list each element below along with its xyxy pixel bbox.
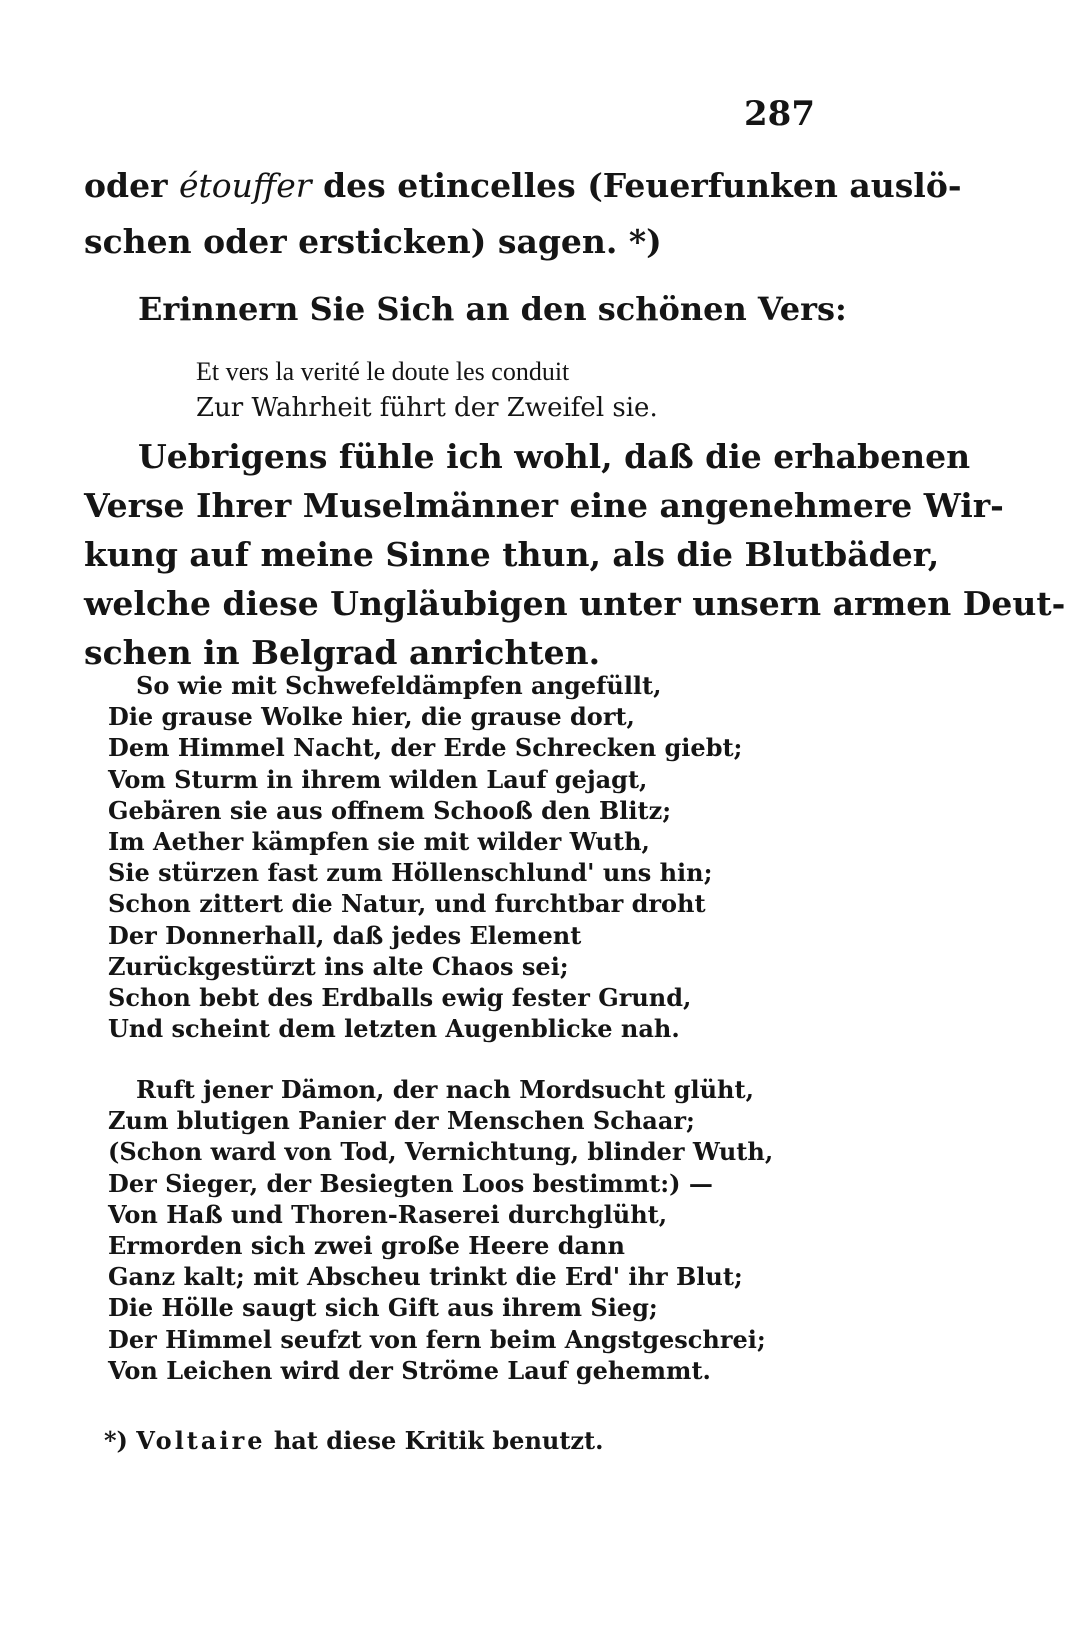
prose-line: welche diese Ungläubigen unter unsern armen Deut- bbox=[84, 584, 1065, 623]
italic-word: étouffer bbox=[178, 166, 312, 205]
prose-line: kung auf meine Sinne thun, als die Blutbäder, bbox=[84, 535, 940, 574]
verse-quote bbox=[196, 354, 658, 426]
poem-line: Schon bebt des Erdballs ewig fester Grund, bbox=[108, 983, 692, 1013]
prose-paragraph bbox=[84, 432, 1065, 677]
poem-stanza-2 bbox=[108, 1074, 773, 1386]
quote-german-line: Zur Wahrheit führt der Zweifel sie. bbox=[196, 393, 658, 423]
poem-stanza-1 bbox=[108, 670, 742, 1044]
prose-line: Verse Ihrer Muselmänner eine angenehmere Wir- bbox=[84, 486, 1004, 525]
intro-line: schen oder ersticken) sagen. *) bbox=[84, 222, 662, 261]
poem-line: Der Donnerhall, daß jedes Element bbox=[108, 920, 582, 950]
poem-line: Von Haß und Thoren-Raserei durchglüht, bbox=[108, 1199, 668, 1229]
footnote-author: Voltaire bbox=[136, 1426, 266, 1455]
footnote bbox=[104, 1426, 604, 1455]
poem-line: Gebären sie aus offnem Schooß den Blitz; bbox=[108, 795, 672, 825]
intro-line: oder étouffer des etincelles (Feuerfunken auslö- bbox=[84, 166, 962, 205]
page-number: 287 bbox=[744, 94, 815, 134]
poem-line: Vom Sturm in ihrem wilden Lauf gejagt, bbox=[108, 764, 648, 794]
poem-line: Dem Himmel Nacht, der Erde Schrecken giebt; bbox=[108, 733, 743, 763]
poem-line: Ruft jener Dämon, der nach Mordsucht glüht, bbox=[136, 1075, 754, 1104]
footnote-text: hat diese Kritik benutzt. bbox=[265, 1426, 604, 1455]
intro-paragraph bbox=[84, 158, 962, 270]
poem-line: So wie mit Schwefeldämpfen angefüllt, bbox=[136, 671, 662, 700]
poem-line: Sie stürzen fast zum Höllenschlund' uns hin; bbox=[108, 858, 713, 888]
poem-line: Die grause Wolke hier, die grause dort, bbox=[108, 702, 635, 732]
poem-line: Ganz kalt; mit Abscheu trinkt die Erd' ihr Blut; bbox=[108, 1262, 743, 1292]
poem-line: Schon zittert die Natur, und furchtbar droht bbox=[108, 889, 706, 919]
poem-line: Von Leichen wird der Ströme Lauf gehemmt. bbox=[108, 1355, 711, 1385]
poem-line: Ermorden sich zwei große Heere dann bbox=[108, 1231, 625, 1261]
prose-line: Uebrigens fühle ich wohl, daß die erhabenen bbox=[138, 437, 971, 476]
footnote-marker: *) bbox=[104, 1426, 137, 1455]
quote-french-line: Et vers la verité le doute les conduit bbox=[196, 357, 570, 386]
poem-line: Die Hölle saugt sich Gift aus ihrem Sieg; bbox=[108, 1293, 658, 1323]
poem-line: Der Sieger, der Besiegten Loos bestimmt:) — bbox=[108, 1168, 713, 1198]
lead-sentence: Erinnern Sie Sich an den schönen Vers: bbox=[138, 290, 847, 328]
poem-line: Der Himmel seufzt von fern beim Angstgeschrei; bbox=[108, 1324, 766, 1354]
poem-line: (Schon ward von Tod, Vernichtung, blinder Wuth, bbox=[108, 1137, 774, 1167]
prose-line: schen in Belgrad anrichten. bbox=[84, 633, 601, 672]
poem-line: Im Aether kämpfen sie mit wilder Wuth, bbox=[108, 827, 650, 857]
poem-line: Zum blutigen Panier der Menschen Schaar; bbox=[108, 1106, 695, 1136]
poem-line: Zurückgestürzt ins alte Chaos sei; bbox=[108, 951, 569, 981]
poem-line: Und scheint dem letzten Augenblicke nah. bbox=[108, 1014, 680, 1044]
